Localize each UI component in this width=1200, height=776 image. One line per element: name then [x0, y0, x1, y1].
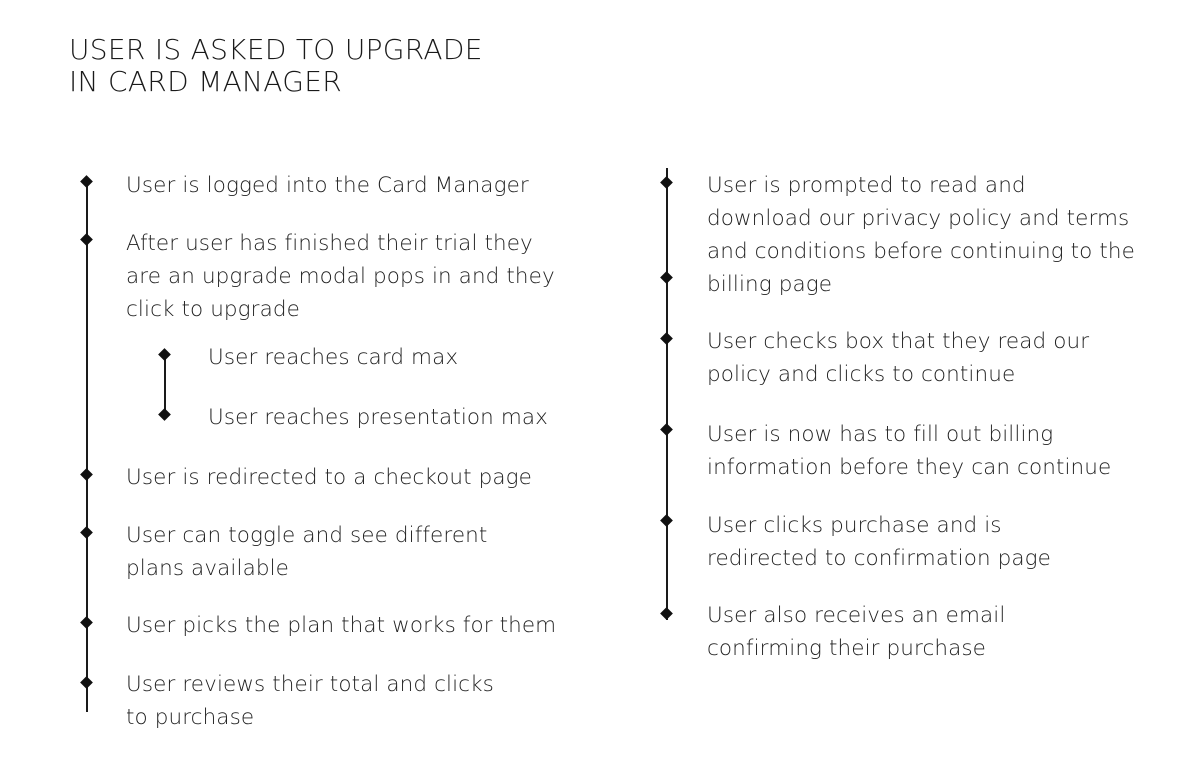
left-step-1: User is logged into the Card Manager — [126, 173, 529, 198]
right-step-1-marker — [660, 176, 673, 189]
title-line-1: USER IS ASKED TO UPGRADE — [69, 33, 483, 66]
right-step-1b-marker — [660, 271, 673, 284]
left-step-6-marker — [80, 676, 93, 689]
left-timeline-line — [86, 180, 88, 712]
right-step-3-marker — [660, 423, 673, 436]
right-step-4: User clicks purchase and is redirected to confirmation page — [707, 513, 1051, 571]
sub-step-2-marker — [158, 408, 171, 421]
left-step-5: User picks the plan that works for them — [126, 613, 557, 638]
left-step-2: After user has finished their trial they are an upgrade modal pops in and they click to upgrade — [126, 231, 555, 322]
right-step-1: User is prompted to read and download our privacy policy and terms and conditions before continuing to the billing page — [707, 173, 1135, 297]
sub-step-1-marker — [158, 348, 171, 361]
left-step-4-marker — [80, 526, 93, 539]
left-step-4: User can toggle and see different plans available — [126, 523, 488, 581]
left-step-6: User reviews their total and clicks to purchase — [126, 672, 494, 730]
right-timeline-line — [666, 168, 668, 620]
left-step-2-marker — [80, 233, 93, 246]
page-title — [69, 34, 483, 98]
right-step-5: User also receives an email confirming their purchase — [707, 603, 1006, 661]
right-step-5-marker — [660, 607, 673, 620]
left-step-5-marker — [80, 616, 93, 629]
sub-step-2: User reaches presentation max — [208, 405, 548, 430]
right-step-2: User checks box that they read our policy and clicks to continue — [707, 329, 1090, 387]
right-step-3: User is now has to fill out billing information before they can continue — [707, 422, 1112, 480]
sub-step-1: User reaches card max — [208, 345, 459, 370]
right-step-4-marker — [660, 514, 673, 527]
left-step-3-marker — [80, 468, 93, 481]
right-step-2-marker — [660, 332, 673, 345]
title-line-2: IN CARD MANAGER — [69, 65, 342, 98]
left-step-1-marker — [80, 175, 93, 188]
left-step-3: User is redirected to a checkout page — [126, 465, 532, 490]
